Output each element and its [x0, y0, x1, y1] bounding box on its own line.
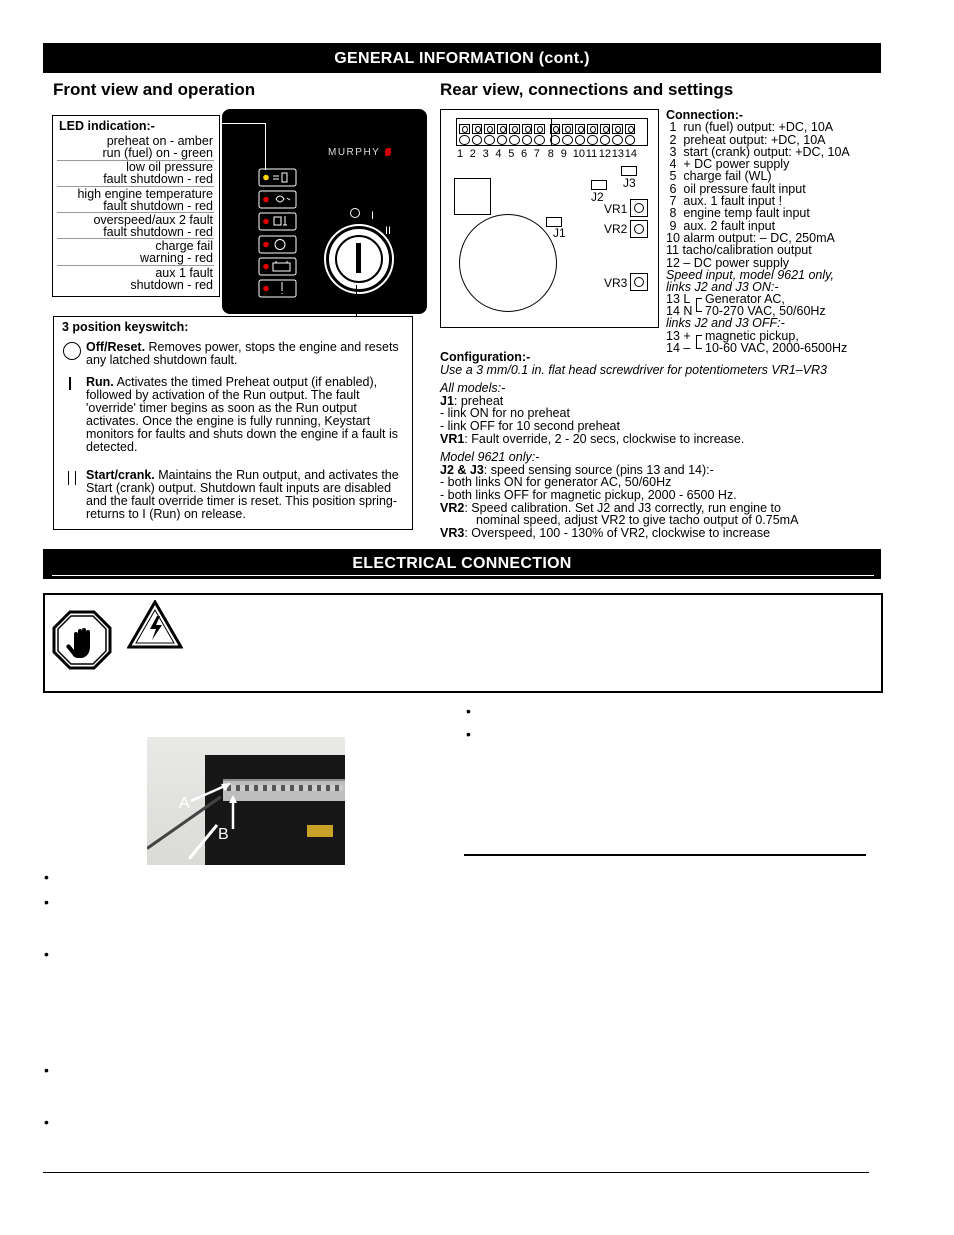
front-view-heading: Front view and operation	[53, 80, 256, 99]
led-line-2: run (fuel) on - green	[102, 146, 213, 160]
bullet: •	[44, 869, 49, 885]
run-desc: Activates the timed Preheat output (if enabled), followed by activation of the Run output. The fault 'override' timer begins as soon as the Run output activates. Once the engine is fully running, Keystart monitors for faults and shuts down the engine if a fault is detected.	[86, 375, 398, 454]
j2j3-label: J2 & J3	[440, 462, 484, 477]
banner-title: GENERAL INFORMATION (cont.)	[334, 50, 590, 67]
j3-label: J3	[623, 176, 636, 190]
j1-label: J1	[553, 226, 566, 240]
divider	[57, 212, 214, 213]
model-9621: Model 9621 only:-	[440, 450, 540, 465]
bullet: •	[44, 1062, 49, 1078]
connection-item: 3 start (crank) output: +DC, 10A	[666, 144, 850, 159]
term-14n: 14 N	[666, 304, 693, 319]
mag-pickup: magnetic pickup,	[705, 328, 799, 343]
keyswitch-off-dot	[350, 208, 360, 218]
vr1-line	[440, 433, 880, 446]
speed-title: Speed input, model 9621 only,	[666, 267, 834, 282]
strip-divider	[551, 118, 552, 145]
connection-item: 2 preheat output: +DC, 10A	[666, 132, 826, 147]
vr3-line	[440, 527, 880, 540]
connection-item: 6 oil pressure fault input	[666, 181, 806, 196]
warning-box	[43, 593, 883, 693]
general-information-banner	[43, 43, 881, 73]
led-label-aux1	[53, 267, 213, 291]
start-symbol-icon	[68, 471, 76, 485]
led-leader-line	[220, 123, 266, 170]
keyswitch-run-mark: I	[371, 210, 375, 222]
terminal-numbers: 1 2 3 4 5 6 7 8 9 1011 121314	[457, 148, 638, 160]
vr3-label: VR3	[440, 525, 465, 540]
j2j3-on: - both links ON for generator AC, 50/60Hz	[440, 475, 672, 490]
j1-text: : preheat	[453, 393, 504, 408]
off-reset-text	[86, 341, 406, 367]
rear-view-diagram	[440, 109, 659, 328]
bracket-icon	[696, 335, 702, 349]
banner-underline	[52, 575, 874, 576]
off-reset-desc: Removes power, stops the engine and resets any latched shutdown fault.	[86, 340, 399, 367]
j1-off: - link OFF for 10 second preheat	[440, 418, 620, 433]
brand-swoosh-icon	[385, 148, 391, 156]
gen-ac: Generator AC,	[705, 292, 785, 307]
connection-list	[666, 109, 896, 354]
connection-item: 7 aux. 1 fault input !	[666, 194, 783, 209]
start-label: Start/crank.	[86, 468, 155, 482]
vr2-text2: nominal speed, adjust VR2 to give tacho output of 0.75mA	[476, 513, 799, 528]
connection-item: 5 charge fail (WL)	[666, 169, 772, 184]
keyswitch[interactable]	[326, 226, 392, 292]
run-symbol-icon	[69, 377, 71, 390]
speed-links-on: links J2 and J3 ON:-	[666, 280, 779, 295]
all-models: All models:-	[440, 381, 506, 396]
terminal-strip	[456, 118, 648, 146]
term-14m: 14 –	[666, 340, 691, 355]
vr1-label: VR1	[604, 202, 628, 216]
connection-item: 1 run (fuel) output: +DC, 10A	[666, 120, 834, 135]
connection-item: 11 tacho/calibration output	[666, 243, 812, 258]
led-title: LED indication:-	[59, 119, 155, 133]
bullet: •	[466, 703, 471, 719]
config-title: Configuration:-	[440, 350, 531, 364]
square-component	[454, 178, 491, 215]
vr2-label: VR2	[604, 222, 628, 236]
connection-title: Connection:-	[666, 108, 744, 122]
led-line-2: fault shutdown - red	[103, 172, 213, 186]
connection-item: 9 aux. 2 fault input	[666, 218, 776, 233]
term-13l: 13 L	[666, 292, 691, 307]
led-line-1: preheat on - amber	[106, 134, 213, 148]
bullet: •	[44, 894, 49, 910]
j2j3-off: - both links OFF for magnetic pickup, 2000 - 6500 Hz.	[440, 487, 737, 502]
connection-item: 4 + DC power supply	[666, 157, 790, 172]
j2-jumper-icon	[591, 180, 607, 190]
bracket-icon	[696, 298, 702, 312]
led-label-preheat	[53, 135, 213, 159]
start-desc: Maintains the Run output, and activates the Start (crank) output. Shutdown fault inputs are disabled and the fault override timer is reset. This position spring-returns to I (Run) on release.	[86, 468, 399, 521]
gen-range: 70-270 VAC, 50/60Hz	[705, 304, 826, 319]
vr3-label: VR3	[604, 276, 628, 290]
vr1-text: : Fault override, 2 - 20 secs, clockwise to increase.	[464, 431, 745, 446]
led-line-2: fault shutdown - red	[103, 225, 213, 239]
footer-rule	[43, 1172, 869, 1173]
led-line-1: overspeed/aux 2 fault	[93, 213, 213, 227]
j1-on: - link ON for no preheat	[440, 406, 570, 421]
keyswitch-title: 3 position keyswitch:	[62, 320, 189, 334]
links-off: links J2 and J3 OFF:-	[666, 316, 785, 331]
led-indication-box	[52, 115, 220, 297]
keyswitch-leader-line	[356, 285, 357, 317]
mag-range: 10-60 VAC, 2000-6500Hz	[705, 340, 848, 355]
led-label-temp	[53, 188, 213, 212]
connection-item: 12 – DC power supply	[666, 255, 789, 270]
keyswitch-start-mark: II	[385, 225, 392, 237]
bullet: •	[44, 946, 49, 962]
start-text	[86, 469, 406, 521]
led-line-1: charge fail	[155, 239, 213, 253]
off-reset-label: Off/Reset.	[86, 340, 146, 354]
photo-label-b: B	[218, 826, 229, 843]
rear-view-heading: Rear view, connections and settings	[440, 80, 734, 99]
divider	[57, 186, 214, 187]
photo-label-a: A	[179, 795, 190, 812]
vr3-pot-icon	[630, 273, 648, 291]
vr2-pot-icon	[630, 220, 648, 238]
led-label-overspeed	[53, 214, 213, 238]
bullet: •	[466, 726, 471, 742]
bullet: •	[44, 1114, 49, 1130]
term-13p: 13 +	[666, 328, 691, 343]
j2-label: J2	[591, 190, 604, 204]
vr3-text: : Overspeed, 100 - 130% of VR2, clockwise to increase	[464, 525, 771, 540]
vr1-label: VR1	[440, 431, 465, 446]
led-line-2: warning - red	[140, 251, 213, 265]
banner-title: ELECTRICAL CONNECTION	[352, 555, 572, 572]
divider	[57, 265, 214, 266]
j2j3-text: : speed sensing source (pins 13 and 14):-	[483, 462, 714, 477]
configuration-section	[440, 351, 880, 539]
vr2-text: : Speed calibration. Set J2 and J3 correctly, run engine to	[464, 500, 781, 515]
led-icons	[258, 168, 298, 303]
arrows-icon	[187, 779, 247, 859]
terminal-photo	[147, 737, 345, 865]
vr1-pot-icon	[630, 199, 648, 217]
connection-item: 8 engine temp fault input	[666, 206, 810, 221]
round-component	[459, 214, 557, 312]
led-line-1: low oil pressure	[126, 160, 213, 174]
led-line-2: shutdown - red	[130, 278, 213, 292]
brand-logo: MURPHY	[328, 147, 381, 158]
label-sticker	[307, 825, 333, 837]
keyswitch-box	[53, 316, 413, 530]
gen-ac-group	[666, 293, 896, 317]
divider	[57, 160, 214, 161]
connection-item: 10 alarm output: – DC, 250mA	[666, 230, 835, 245]
off-symbol-icon	[63, 342, 81, 360]
vr2-label: VR2	[440, 500, 465, 515]
run-label: Run.	[86, 375, 114, 389]
j3-jumper-icon	[621, 166, 637, 176]
led-line-1: aux 1 fault	[155, 266, 213, 280]
led-line-1: high engine temperature	[77, 187, 213, 201]
key-slot-icon	[356, 243, 361, 273]
divider	[57, 238, 214, 239]
high-voltage-warning-icon	[127, 600, 183, 650]
led-label-charge	[53, 240, 213, 264]
j1-label: J1	[440, 393, 454, 408]
led-icon-column	[258, 168, 298, 298]
run-text	[86, 376, 406, 454]
config-note: Use a 3 mm/0.1 in. flat head screwdriver for potentiometers VR1–VR3	[440, 362, 827, 377]
led-label-oil	[53, 161, 213, 185]
section-divider	[464, 854, 866, 856]
led-line-2: fault shutdown - red	[103, 199, 213, 213]
stop-hand-icon	[52, 610, 112, 672]
